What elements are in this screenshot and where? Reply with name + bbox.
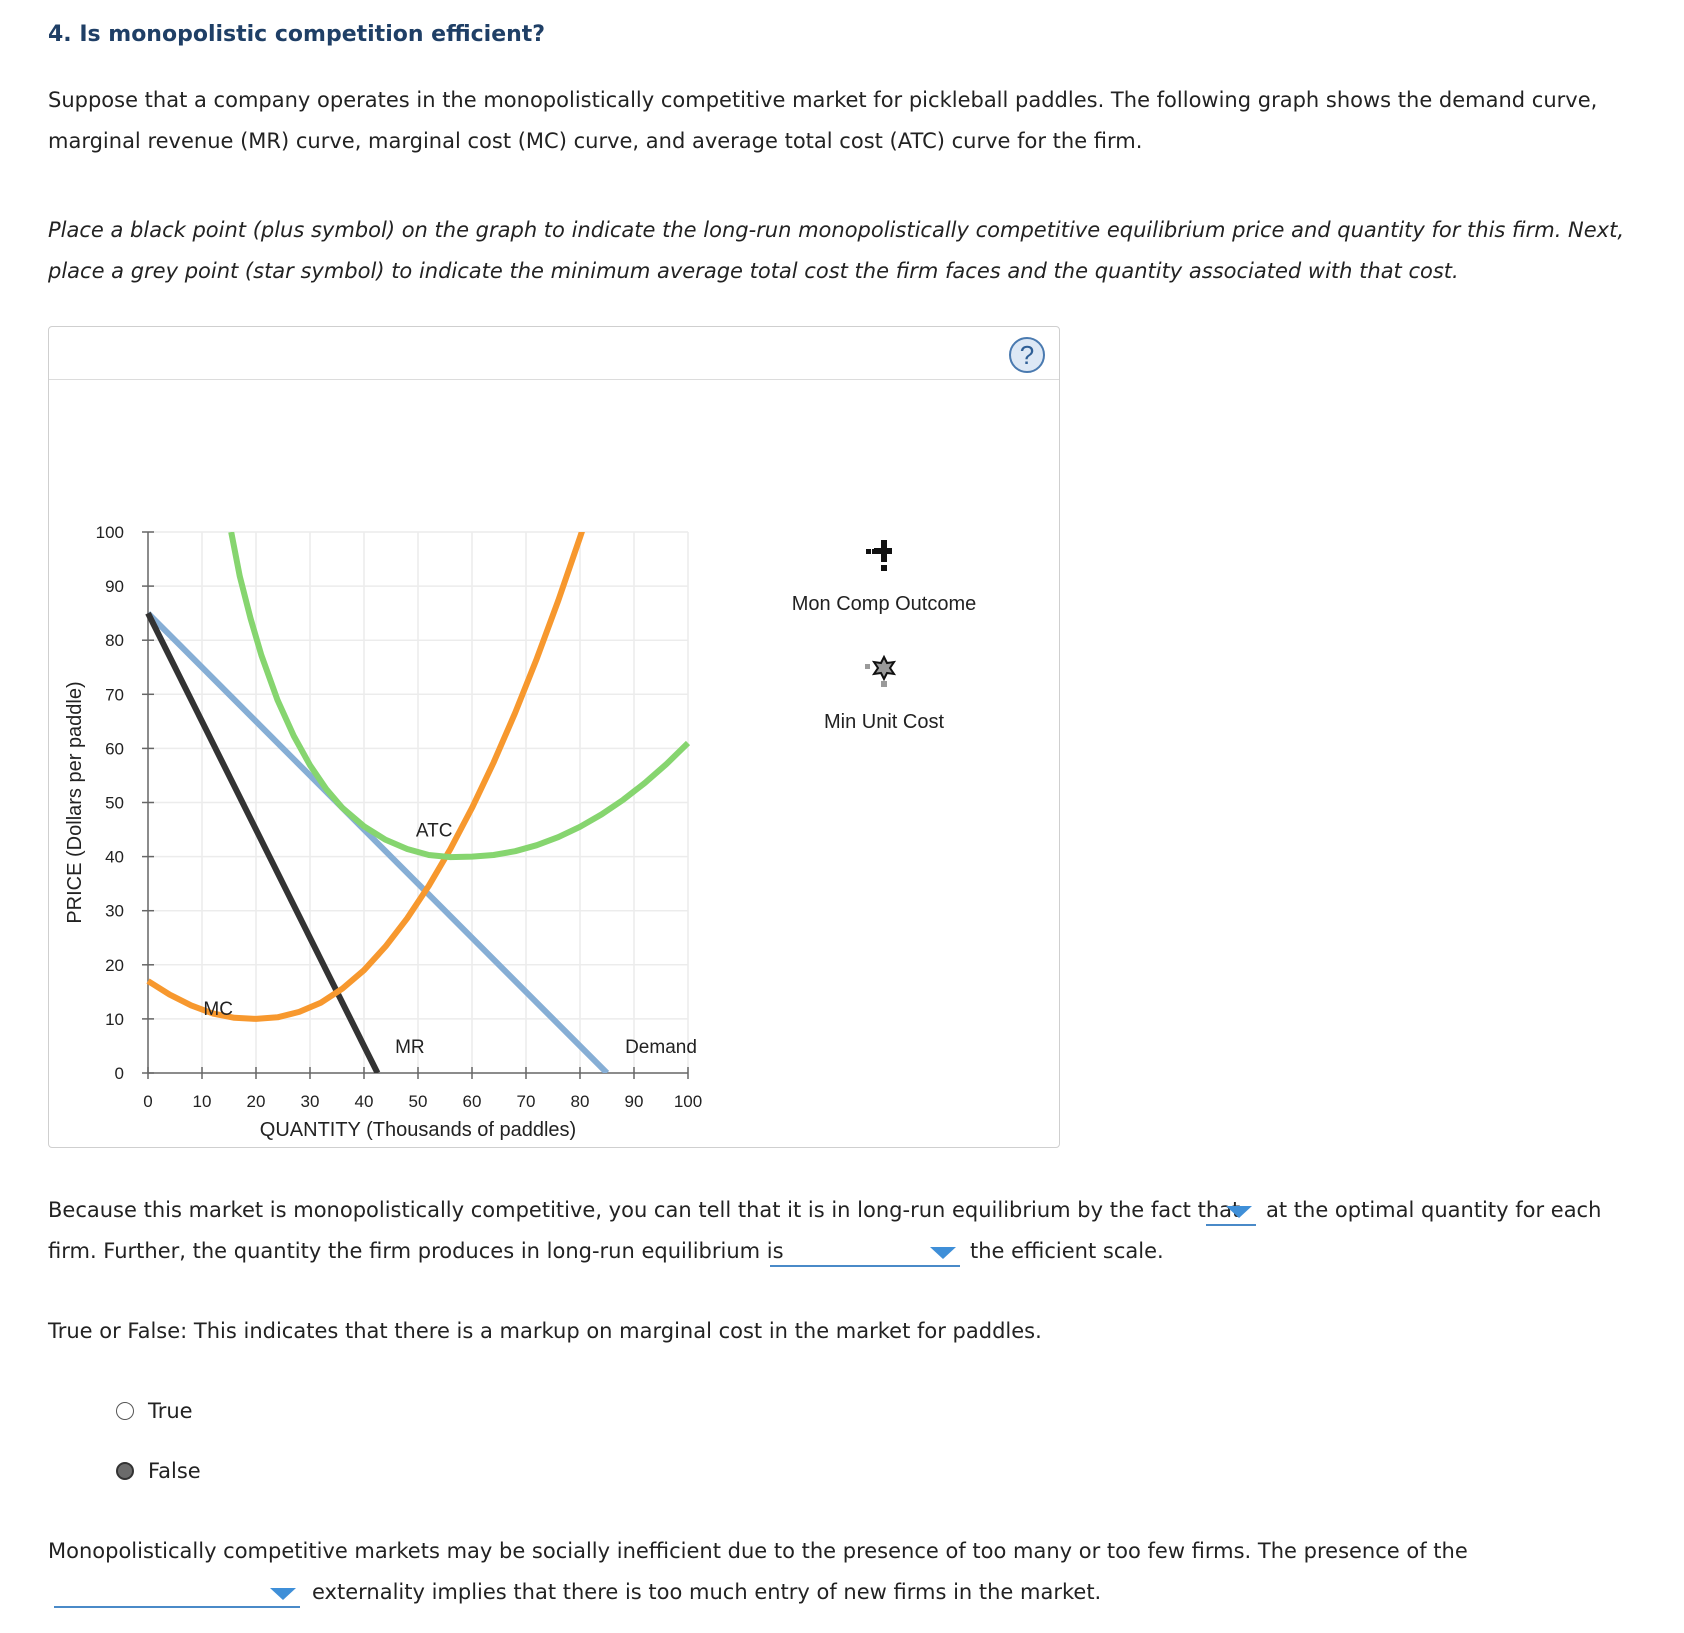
star-icon[interactable] xyxy=(865,657,894,687)
tool-min-unit-cost[interactable] xyxy=(824,657,944,733)
graph-panel xyxy=(48,326,1060,1148)
tool-mon-comp-outcome[interactable] xyxy=(792,540,977,615)
dropdown-externality[interactable] xyxy=(54,1582,300,1608)
help-icon[interactable]: ? xyxy=(1009,337,1045,373)
plus-icon[interactable] xyxy=(866,540,892,571)
chart-grid xyxy=(148,532,688,1073)
x-axis-label: QUANTITY (Thousands of paddles) xyxy=(259,1119,577,1141)
x-tick-label: 50 xyxy=(408,1092,428,1111)
y-tick-label: 30 xyxy=(105,901,124,921)
eq-text-after: at the optimal quantity for each xyxy=(1266,1198,1602,1222)
x-tick-label: 90 xyxy=(624,1092,644,1111)
y-tick-label: 0 xyxy=(114,1064,124,1083)
ext-text-line1: Monopolistically competitive markets may be socially inefficient due to the presence of too many or too few firms. The presence of the xyxy=(48,1539,1468,1563)
y-axis-label: PRICE (Dollars per paddle) xyxy=(64,681,86,924)
x-tick-label: 0 xyxy=(143,1092,153,1111)
x-tick-label: 80 xyxy=(570,1092,590,1111)
question-instruction: Place a black point (plus symbol) on the graph to indicate the long-run monopolistically competitive equilibrium price and quantity for this firm. Next, place a grey point (star symbol) to indicate the minimum average total cost the firm faces and the quantity associated with that cost. xyxy=(48,218,1625,283)
radio-option-false[interactable] xyxy=(116,1459,201,1483)
graph-panel-header xyxy=(49,327,1059,380)
x-tick-label: 20 xyxy=(246,1092,266,1111)
tf-prompt: True or False: This indicates that there is a markup on marginal cost in the market for paddles. xyxy=(48,1319,1042,1343)
y-tick-label: 80 xyxy=(105,631,124,651)
chart-axes xyxy=(96,523,703,1111)
chevron-down-icon xyxy=(1226,1206,1252,1218)
y-tick-label: 60 xyxy=(105,739,124,759)
eq-line2-after: the efficient scale. xyxy=(970,1239,1164,1263)
radio-true-label: True xyxy=(148,1399,193,1423)
radio-true[interactable] xyxy=(116,1402,134,1420)
ext-text-after: externality implies that there is too much entry of new firms in the market. xyxy=(312,1580,1102,1604)
mr-label: MR xyxy=(395,1036,425,1058)
y-tick-label: 40 xyxy=(105,847,124,867)
x-tick-label: 70 xyxy=(516,1092,536,1111)
chevron-down-icon xyxy=(270,1588,296,1600)
eq-line2-before: firm. Further, the quantity the firm produces in long-run equilibrium is xyxy=(48,1239,784,1263)
x-tick-label: 60 xyxy=(462,1092,482,1111)
dropdown-efficient-scale[interactable] xyxy=(770,1241,960,1267)
x-tick-label: 10 xyxy=(192,1092,212,1111)
radio-false[interactable] xyxy=(116,1462,134,1480)
tool-label-mon-comp: Mon Comp Outcome xyxy=(791,593,977,615)
chevron-down-icon xyxy=(930,1247,956,1259)
x-tick-label: 30 xyxy=(300,1092,320,1111)
y-tick-label: 70 xyxy=(105,685,124,705)
radio-option-true[interactable] xyxy=(116,1399,193,1423)
y-tick-label: 10 xyxy=(105,1009,124,1029)
eq-text-before: Because this market is monopolistically competitive, you can tell that it is in long-run equilibrium by the fact that xyxy=(48,1198,1241,1222)
supply-demand-graph[interactable] xyxy=(49,380,1059,1146)
y-tick-label: 20 xyxy=(105,955,124,975)
y-tick-label: 100 xyxy=(95,523,124,542)
question-title: 4. Is monopolistic competition efficient? xyxy=(48,22,546,47)
question-intro: Suppose that a company operates in the monopolistically competitive market for pickleball paddles. The following graph shows the demand curve, marginal revenue (MR) curve, marginal cost (MC) curve, and average total cost (ATC) curve for the firm. xyxy=(48,88,1598,153)
mc-curve xyxy=(148,521,585,1019)
mc-label: MC xyxy=(203,998,233,1020)
atc-label: ATC xyxy=(415,820,453,842)
y-tick-label: 50 xyxy=(105,793,124,813)
demand-label: Demand xyxy=(625,1036,697,1058)
radio-false-label: False xyxy=(148,1459,201,1483)
dropdown-equilibrium-condition[interactable] xyxy=(1206,1200,1256,1226)
tool-label-min-unit-cost: Min Unit Cost xyxy=(823,711,945,733)
y-tick-label: 90 xyxy=(105,577,124,597)
x-tick-label: 40 xyxy=(354,1092,374,1111)
x-tick-label: 100 xyxy=(673,1092,703,1111)
